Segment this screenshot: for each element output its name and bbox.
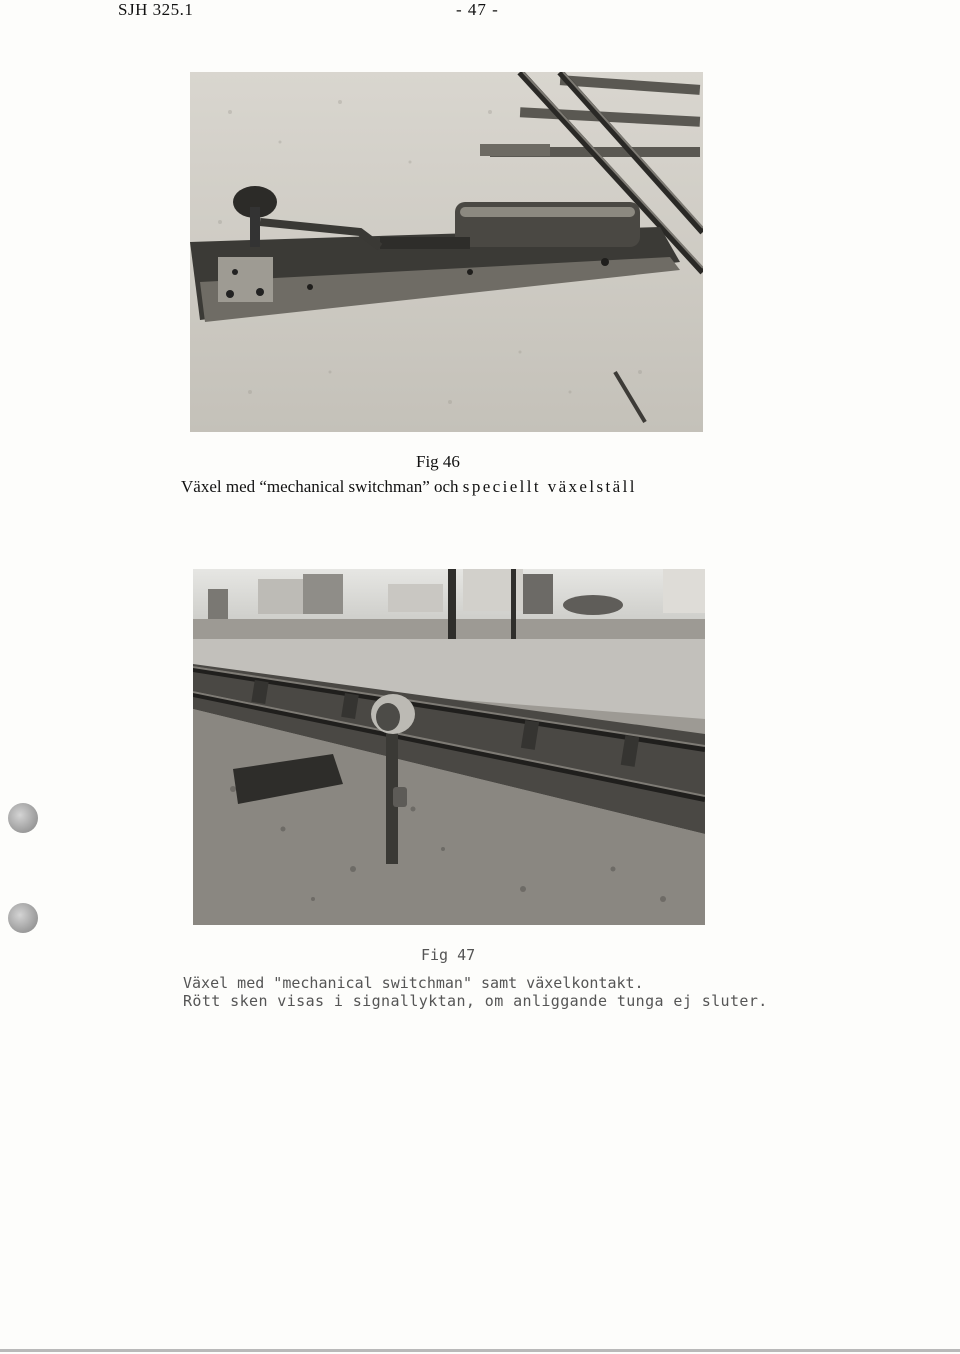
- caption-46-part-4: speciellt växelställ: [462, 477, 637, 496]
- figure-46-label: Fig 46: [416, 452, 460, 471]
- figure-47-caption-line-1: Växel med "mechanical switchman" samt växelkontakt.: [183, 974, 644, 992]
- page-number: - 47 -: [456, 0, 499, 19]
- caption-46-part-2: “mechanical switchman”: [259, 477, 430, 496]
- document-id: SJH 325.1: [118, 0, 194, 19]
- caption-46-part-1: Växel med: [181, 477, 260, 496]
- figure-47-photo: [193, 569, 705, 925]
- punch-hole-bottom: [8, 903, 38, 933]
- punch-hole-top: [8, 803, 38, 833]
- scan-edge-line: [0, 1349, 960, 1352]
- figure-47-caption-line-2: Rött sken visas i signallyktan, om anliggande tunga ej sluter.: [183, 992, 768, 1010]
- figure-46-photo: [190, 72, 703, 432]
- caption-46-part-3: och: [429, 477, 463, 496]
- figure-46-caption: [181, 477, 637, 497]
- figure-47-label: Fig 47: [421, 946, 476, 964]
